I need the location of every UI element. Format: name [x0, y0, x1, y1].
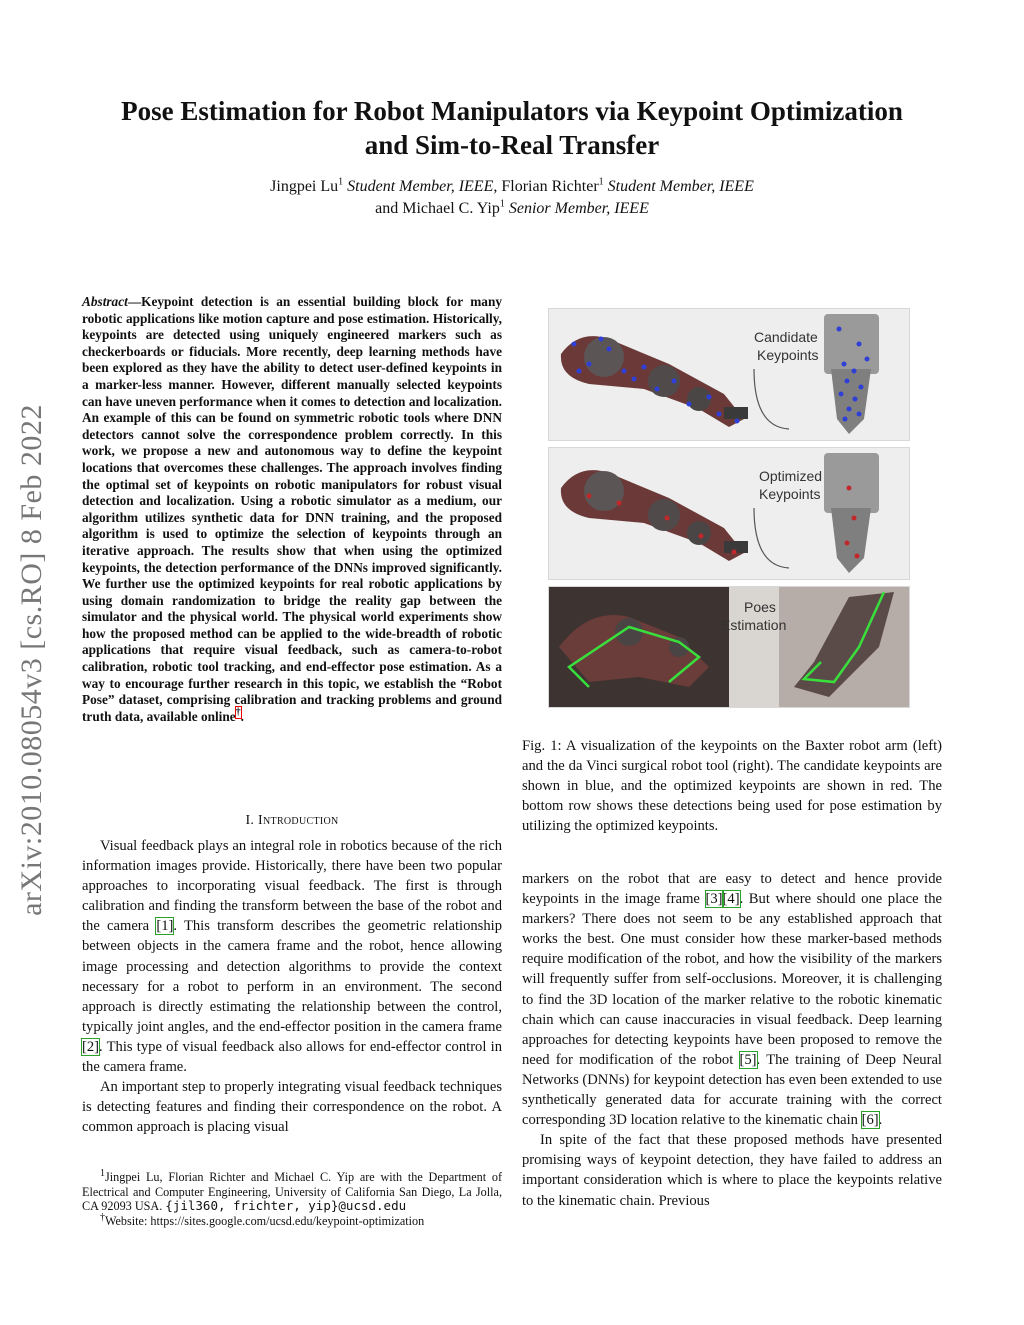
- footnote-mark: †: [100, 1211, 105, 1223]
- figure-1-caption: Fig. 1: A visualization of the keypoints on the Baxter robot arm (left) and the da Vinci surgical robot tool (right). The candidate keypoints are shown in blue, and the optimized keypoints are shown in red. The bottom row shows these detections being used for pose estimation by utilizing the optimized keypoints.: [522, 738, 942, 835]
- footnote-emails: {jil360, frichter, yip}@ucsd.edu: [165, 1198, 407, 1214]
- footnote: [82, 1167, 502, 1228]
- paragraph: [82, 836, 502, 1077]
- footnote-mark: 1: [100, 1167, 105, 1179]
- abstract-dash: —: [127, 294, 142, 309]
- text-run: . But where should one place the markers? There does not seem to be any established approach that works the best. One must consider how these marker-based methods require modification of the robot, and how the visibility of the markers will frequently suffer from self-occlusions. Moreover, it is challenging to find the 3D location of the marker relative to the robotic kinematic chain which can cause inaccuracies in visual feedback. Deep learning approaches for detecting keypoints have been proposed to remove the need for modification of the robot: [522, 891, 942, 1068]
- text-run: . This type of visual feedback also allows for end-effector control in the camera frame.: [82, 1038, 502, 1076]
- author-name: and Michael C. Yip: [375, 200, 500, 217]
- citation-link[interactable]: [1]: [156, 918, 174, 935]
- abstract-label: Abstract: [82, 294, 128, 309]
- citation-link[interactable]: [6]: [861, 1112, 879, 1129]
- arxiv-stamp: [12, 360, 52, 960]
- figure-panel-optimized-image: [549, 448, 909, 579]
- figure-panel-pose: [548, 586, 910, 708]
- abstract-end: .: [240, 708, 244, 724]
- affiliation-mark: 1: [598, 176, 604, 188]
- author-line-2: [100, 198, 924, 220]
- figure-1: [548, 308, 910, 708]
- figure-label-1b: Keypoints: [757, 347, 819, 363]
- text-run: . The training of Deep Neural Networks (DNNs) for keypoint detection has even been extended to use synthetically generated data for accurate training with the correct corresponding 3D location relative to the kinematic chain: [522, 1051, 942, 1129]
- author-role: Senior Member, IEEE: [508, 200, 649, 217]
- website-text[interactable]: Website: https://sites.google.com/ucsd.edu/keypoint-optimization: [105, 1213, 425, 1228]
- section-number: I.: [245, 813, 255, 828]
- figure-label-2b: Keypoints: [759, 486, 821, 502]
- figure-label-1a: Candidate: [754, 329, 818, 345]
- intro-right-column: [522, 869, 942, 1211]
- section-title: Introduction: [258, 813, 339, 828]
- title-line-2: and Sim-to-Real Transfer: [364, 130, 660, 160]
- paragraph: In spite of the fact that these proposed methods have presented promising ways of keypoint detection, they have failed to address an important consideration which is where to place the keypoints relative to the kinematic chain. Previous: [522, 1132, 942, 1209]
- figure-label-3b: Estimation: [721, 617, 787, 633]
- section-heading-introduction: [82, 813, 502, 829]
- paragraph: [522, 869, 942, 1130]
- abstract: [82, 294, 502, 725]
- affiliation-mark: 1: [499, 198, 505, 210]
- citation-link[interactable]: [4]: [722, 891, 740, 908]
- intro-left-column: [82, 836, 502, 1137]
- footnote-link-dagger[interactable]: †: [235, 707, 241, 719]
- citation-link[interactable]: [2]: [82, 1038, 100, 1055]
- author-name: Jingpei Lu: [270, 178, 339, 195]
- footnote-affiliation: [82, 1167, 502, 1214]
- citation-link[interactable]: [5]: [739, 1051, 757, 1068]
- figure-label-3a: Poes: [744, 599, 776, 615]
- citation-link[interactable]: [3]: [705, 891, 723, 908]
- abstract-text: Keypoint detection is an essential building block for many robotic applications like motion capture and pose estimation. Historically, keypoints are detected using uniquely engineered markers such as checkerboards or fiducials. More recently, deep learning methods have been explored as they have the ability to detect user-defined keypoints in a marker-less manner. However, different manually selected keypoints can have uneven performance when it comes to detection and localization. An example of this can be found on symmetric robotic tools where DNN detectors cannot solve the correspondence problem correctly. In this work, we propose a new and autonomous way to define the keypoint locations that overcomes these challenges. The approach involves finding the optimal set of keypoints on robotic manipulators for robust visual detection and localization. Using a robotic simulator as a medium, our algorithm utilizes synthetic data for DNN training, and the proposed algorithm is used to optimize the selection of keypoints through an iterative approach. The results show that when using the optimized keypoints, the detection performance of the DNNs improved significantly. We further use the optimized keypoints for real robotic applications by using domain randomization to bridge the reality gap between the simulator and the physical world. The physical world experiments show how the proposed method can be applied to the wide-breadth of robotic applications that require visual feedback, such as camera-to-robot calibration, robotic tool tracking, and end-effector pose estimation. As a way to encourage further research in this topic, we establish the “Robot Pose” dataset, comprising calibration and tracking problems and ground truth data, available online: [82, 294, 502, 724]
- paper-title: [60, 94, 964, 162]
- footnote-website: [82, 1211, 502, 1229]
- figure-label-2a: Optimized: [759, 468, 823, 484]
- title-line-1: Pose Estimation for Robot Manipulators via Keypoint Optimization: [121, 96, 903, 126]
- footnote-text: Jingpei Lu, Florian Richter and Michael C. Yip are with the Department of Electrical and Computer Engineering, University of California San Diego, La Jolla, CA 92093 USA.: [82, 1170, 502, 1214]
- author-name: Florian Richter: [501, 178, 599, 195]
- figure-panel-pose-image: [549, 587, 909, 707]
- figure-panel-candidate-image: [549, 309, 909, 440]
- figure-panel-candidate: [548, 308, 910, 441]
- text-run: markers on the robot that are easy to detect and hence provide keypoints in the image frame: [522, 871, 942, 908]
- figure-panel-optimized: [548, 447, 910, 580]
- author-block: [100, 176, 924, 220]
- text-run: . This transform describes the geometric relationship between objects in the camera frame and the robot, hence allowing image processing and detection algorithms to provide the context necessary for a robot to perform in an environment. The second approach is directly estimating the relationship between the control, typically joint angles, and the end-effector position in the camera frame: [82, 918, 502, 1035]
- arxiv-stamp-text: arXiv:2010.08054v3 [cs.RO] 8 Feb 2022: [15, 404, 48, 916]
- paragraph: An important step to properly integrating visual feedback techniques is detecting features and finding their correspondence on the robot. A common approach is placing visual: [82, 1079, 502, 1136]
- text-run: Visual feedback plays an integral role in robotics because of the rich information images provide. Historically, there have been two popular approaches to incorporating visual feedback. The first is through calibration and finding the transform between the base of the robot and the camera: [82, 838, 502, 935]
- affiliation-mark: 1: [338, 176, 344, 188]
- author-line-1: Jingpei Lu$^1$ Student Member, IEEE, Florian Richter$^1$ Student Member, IEEE: [270, 176, 754, 195]
- text-run: .: [878, 1112, 883, 1129]
- author-role: Student Member, IEEE: [607, 178, 754, 195]
- author-role: Student Member, IEEE: [347, 178, 494, 195]
